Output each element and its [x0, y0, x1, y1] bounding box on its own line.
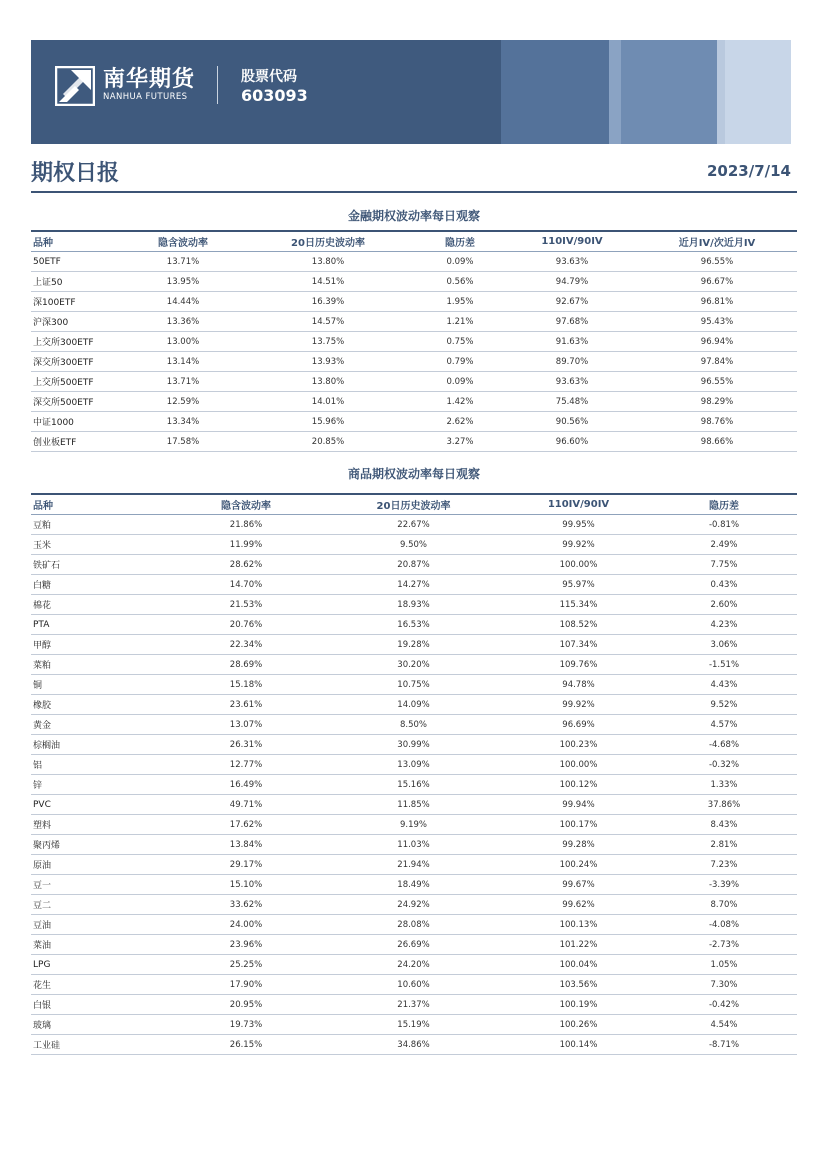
value-cell: 7.23%: [651, 855, 797, 875]
value-cell: 100.24%: [506, 855, 651, 875]
value-cell: 17.62%: [171, 815, 321, 835]
table-row: [31, 795, 797, 815]
value-cell: 14.44%: [123, 292, 243, 312]
value-cell: 15.16%: [321, 775, 506, 795]
banner-stripe: [609, 40, 621, 144]
table-row: [31, 535, 797, 555]
value-cell: 96.55%: [637, 252, 797, 272]
banner-stripe: [717, 40, 725, 144]
report-title: 期权日报: [31, 161, 120, 186]
value-cell: 4.23%: [651, 615, 797, 635]
instrument-name-cell: 棉花: [31, 595, 171, 615]
value-cell: 19.73%: [171, 1015, 321, 1035]
value-cell: 14.09%: [321, 695, 506, 715]
table-row: [31, 895, 797, 915]
instrument-name-cell: 上证50: [31, 272, 123, 292]
value-cell: 8.50%: [321, 715, 506, 735]
value-cell: 21.86%: [171, 515, 321, 535]
instrument-name-cell: 上交所300ETF: [31, 332, 123, 352]
table-row: [31, 875, 797, 895]
value-cell: 98.66%: [637, 432, 797, 452]
table-row: [31, 352, 797, 372]
value-cell: 16.49%: [171, 775, 321, 795]
value-cell: 20.95%: [171, 995, 321, 1015]
value-cell: 28.62%: [171, 555, 321, 575]
instrument-name-cell: 白银: [31, 995, 171, 1015]
table-row: [31, 675, 797, 695]
value-cell: 8.43%: [651, 815, 797, 835]
value-cell: 14.01%: [243, 392, 413, 412]
instrument-name-cell: PTA: [31, 615, 171, 635]
table-row: [31, 272, 797, 292]
value-cell: 16.39%: [243, 292, 413, 312]
table-row: [31, 775, 797, 795]
instrument-name-cell: 豆二: [31, 895, 171, 915]
value-cell: 10.60%: [321, 975, 506, 995]
value-cell: 91.63%: [507, 332, 637, 352]
instrument-name-cell: 创业板ETF: [31, 432, 123, 452]
value-cell: 21.53%: [171, 595, 321, 615]
value-cell: 103.56%: [506, 975, 651, 995]
table-row: [31, 995, 797, 1015]
value-cell: 30.99%: [321, 735, 506, 755]
table-row: [31, 835, 797, 855]
value-cell: 13.07%: [171, 715, 321, 735]
column-header: 隐历差: [413, 231, 507, 252]
value-cell: 100.00%: [506, 555, 651, 575]
instrument-name-cell: 甲醇: [31, 635, 171, 655]
instrument-name-cell: 棕榈油: [31, 735, 171, 755]
value-cell: 13.71%: [123, 252, 243, 272]
value-cell: -0.42%: [651, 995, 797, 1015]
column-header: 隐含波动率: [123, 231, 243, 252]
instrument-name-cell: 玉米: [31, 535, 171, 555]
value-cell: 14.51%: [243, 272, 413, 292]
value-cell: 100.04%: [506, 955, 651, 975]
instrument-name-cell: 塑料: [31, 815, 171, 835]
value-cell: 15.10%: [171, 875, 321, 895]
value-cell: 20.76%: [171, 615, 321, 635]
table-row: [31, 755, 797, 775]
value-cell: 33.62%: [171, 895, 321, 915]
header-banner: [31, 40, 791, 144]
value-cell: 93.63%: [507, 372, 637, 392]
value-cell: 13.36%: [123, 312, 243, 332]
table-row: [31, 575, 797, 595]
value-cell: 17.90%: [171, 975, 321, 995]
value-cell: 99.92%: [506, 535, 651, 555]
value-cell: 12.59%: [123, 392, 243, 412]
instrument-name-cell: 铁矿石: [31, 555, 171, 575]
value-cell: 22.67%: [321, 515, 506, 535]
value-cell: 17.58%: [123, 432, 243, 452]
table-row: [31, 312, 797, 332]
banner-stripe: [501, 40, 609, 144]
instrument-name-cell: 豆粕: [31, 515, 171, 535]
value-cell: -3.39%: [651, 875, 797, 895]
value-cell: 2.60%: [651, 595, 797, 615]
value-cell: 2.49%: [651, 535, 797, 555]
value-cell: 9.52%: [651, 695, 797, 715]
value-cell: 0.43%: [651, 575, 797, 595]
value-cell: 7.75%: [651, 555, 797, 575]
value-cell: 96.60%: [507, 432, 637, 452]
value-cell: 25.25%: [171, 955, 321, 975]
value-cell: 11.03%: [321, 835, 506, 855]
value-cell: 100.00%: [506, 755, 651, 775]
column-header: 20日历史波动率: [321, 494, 506, 515]
instrument-name-cell: 铝: [31, 755, 171, 775]
instrument-name-cell: 深100ETF: [31, 292, 123, 312]
value-cell: 11.85%: [321, 795, 506, 815]
title-divider: [31, 191, 797, 193]
value-cell: 1.42%: [413, 392, 507, 412]
value-cell: 21.94%: [321, 855, 506, 875]
value-cell: 96.94%: [637, 332, 797, 352]
table-row: [31, 292, 797, 312]
value-cell: 100.19%: [506, 995, 651, 1015]
instrument-name-cell: 深交所300ETF: [31, 352, 123, 372]
column-header: 品种: [31, 231, 123, 252]
table-row: [31, 515, 797, 535]
table-row: [31, 655, 797, 675]
value-cell: 13.80%: [243, 372, 413, 392]
value-cell: 9.19%: [321, 815, 506, 835]
column-header: 110IV/90IV: [507, 231, 637, 252]
value-cell: 19.28%: [321, 635, 506, 655]
value-cell: 100.12%: [506, 775, 651, 795]
value-cell: 20.85%: [243, 432, 413, 452]
instrument-name-cell: 黄金: [31, 715, 171, 735]
value-cell: 100.13%: [506, 915, 651, 935]
instrument-name-cell: PVC: [31, 795, 171, 815]
value-cell: 8.70%: [651, 895, 797, 915]
value-cell: 0.75%: [413, 332, 507, 352]
instrument-name-cell: 聚丙烯: [31, 835, 171, 855]
value-cell: 95.43%: [637, 312, 797, 332]
value-cell: 75.48%: [507, 392, 637, 412]
value-cell: 99.28%: [506, 835, 651, 855]
value-cell: 97.68%: [507, 312, 637, 332]
company-name-cn: 南华期货: [103, 67, 196, 92]
value-cell: 109.76%: [506, 655, 651, 675]
value-cell: 13.00%: [123, 332, 243, 352]
column-header: 近月IV/次近月IV: [637, 231, 797, 252]
value-cell: 107.34%: [506, 635, 651, 655]
instrument-name-cell: 菜粕: [31, 655, 171, 675]
value-cell: 4.43%: [651, 675, 797, 695]
table-row: [31, 332, 797, 352]
value-cell: 1.21%: [413, 312, 507, 332]
banner-stripe: [621, 40, 717, 144]
value-cell: -1.51%: [651, 655, 797, 675]
table-row: [31, 412, 797, 432]
value-cell: -4.08%: [651, 915, 797, 935]
stock-code-value: 603093: [241, 86, 308, 105]
column-header: 隐历差: [651, 494, 797, 515]
table-row: [31, 815, 797, 835]
value-cell: 3.27%: [413, 432, 507, 452]
column-header: 20日历史波动率: [243, 231, 413, 252]
table-row: [31, 1015, 797, 1035]
financial-volatility-table: [31, 230, 797, 452]
value-cell: 23.61%: [171, 695, 321, 715]
value-cell: 15.19%: [321, 1015, 506, 1035]
value-cell: 10.75%: [321, 675, 506, 695]
value-cell: 100.17%: [506, 815, 651, 835]
value-cell: -0.81%: [651, 515, 797, 535]
report-date: 2023/7/14: [706, 162, 791, 180]
value-cell: 0.79%: [413, 352, 507, 372]
value-cell: 99.92%: [506, 695, 651, 715]
value-cell: 95.97%: [506, 575, 651, 595]
table-row: [31, 372, 797, 392]
instrument-name-cell: 原油: [31, 855, 171, 875]
value-cell: 93.63%: [507, 252, 637, 272]
value-cell: 89.70%: [507, 352, 637, 372]
instrument-name-cell: 白糖: [31, 575, 171, 595]
value-cell: 96.55%: [637, 372, 797, 392]
value-cell: 22.34%: [171, 635, 321, 655]
instrument-name-cell: 橡胶: [31, 695, 171, 715]
value-cell: 1.95%: [413, 292, 507, 312]
table-row: [31, 855, 797, 875]
table-row: [31, 975, 797, 995]
value-cell: 26.15%: [171, 1035, 321, 1055]
value-cell: 28.08%: [321, 915, 506, 935]
value-cell: 13.34%: [123, 412, 243, 432]
instrument-name-cell: 豆油: [31, 915, 171, 935]
column-header: 隐含波动率: [171, 494, 321, 515]
value-cell: 94.78%: [506, 675, 651, 695]
value-cell: 98.76%: [637, 412, 797, 432]
stock-code-label: 股票代码: [241, 69, 297, 85]
instrument-name-cell: 花生: [31, 975, 171, 995]
table-row: [31, 715, 797, 735]
value-cell: 1.33%: [651, 775, 797, 795]
value-cell: 100.23%: [506, 735, 651, 755]
instrument-name-cell: 菜油: [31, 935, 171, 955]
value-cell: 13.75%: [243, 332, 413, 352]
value-cell: 99.62%: [506, 895, 651, 915]
value-cell: 12.77%: [171, 755, 321, 775]
company-logo-icon: [55, 66, 95, 106]
value-cell: 115.34%: [506, 595, 651, 615]
value-cell: 96.69%: [506, 715, 651, 735]
value-cell: 3.06%: [651, 635, 797, 655]
table-row: [31, 735, 797, 755]
instrument-name-cell: 上交所500ETF: [31, 372, 123, 392]
value-cell: 99.94%: [506, 795, 651, 815]
value-cell: 2.81%: [651, 835, 797, 855]
banner-stripe: [725, 40, 791, 144]
value-cell: 18.93%: [321, 595, 506, 615]
table-row: [31, 555, 797, 575]
value-cell: 98.29%: [637, 392, 797, 412]
value-cell: 4.54%: [651, 1015, 797, 1035]
instrument-name-cell: 锌: [31, 775, 171, 795]
value-cell: 15.96%: [243, 412, 413, 432]
value-cell: 26.69%: [321, 935, 506, 955]
value-cell: 100.14%: [506, 1035, 651, 1055]
value-cell: 0.09%: [413, 372, 507, 392]
value-cell: -2.73%: [651, 935, 797, 955]
value-cell: 18.49%: [321, 875, 506, 895]
instrument-name-cell: 深交所500ETF: [31, 392, 123, 412]
value-cell: 28.69%: [171, 655, 321, 675]
value-cell: 29.17%: [171, 855, 321, 875]
value-cell: 37.86%: [651, 795, 797, 815]
value-cell: 94.79%: [507, 272, 637, 292]
value-cell: -0.32%: [651, 755, 797, 775]
value-cell: 2.62%: [413, 412, 507, 432]
value-cell: 13.95%: [123, 272, 243, 292]
value-cell: 13.09%: [321, 755, 506, 775]
value-cell: 49.71%: [171, 795, 321, 815]
financial-section-title: 金融期权波动率每日观察: [347, 209, 480, 223]
value-cell: 0.56%: [413, 272, 507, 292]
value-cell: 108.52%: [506, 615, 651, 635]
table-row: [31, 615, 797, 635]
value-cell: 13.80%: [243, 252, 413, 272]
value-cell: 97.84%: [637, 352, 797, 372]
value-cell: 21.37%: [321, 995, 506, 1015]
value-cell: 90.56%: [507, 412, 637, 432]
value-cell: 92.67%: [507, 292, 637, 312]
value-cell: 96.67%: [637, 272, 797, 292]
value-cell: 24.92%: [321, 895, 506, 915]
value-cell: 101.22%: [506, 935, 651, 955]
table-row: [31, 252, 797, 272]
column-header: 110IV/90IV: [506, 494, 651, 515]
value-cell: 14.57%: [243, 312, 413, 332]
value-cell: 14.70%: [171, 575, 321, 595]
commodity-volatility-table: [31, 493, 797, 1055]
instrument-name-cell: 50ETF: [31, 252, 123, 272]
value-cell: 34.86%: [321, 1035, 506, 1055]
value-cell: 0.09%: [413, 252, 507, 272]
instrument-name-cell: 工业硅: [31, 1035, 171, 1055]
instrument-name-cell: 铜: [31, 675, 171, 695]
table-row: [31, 635, 797, 655]
value-cell: 4.57%: [651, 715, 797, 735]
value-cell: 7.30%: [651, 975, 797, 995]
instrument-name-cell: 中证1000: [31, 412, 123, 432]
value-cell: 23.96%: [171, 935, 321, 955]
table-row: [31, 392, 797, 412]
value-cell: 99.67%: [506, 875, 651, 895]
value-cell: 15.18%: [171, 675, 321, 695]
commodity-section-title: 商品期权波动率每日观察: [347, 467, 480, 481]
value-cell: 24.00%: [171, 915, 321, 935]
value-cell: 1.05%: [651, 955, 797, 975]
table-row: [31, 935, 797, 955]
column-header: 品种: [31, 494, 171, 515]
value-cell: 99.95%: [506, 515, 651, 535]
value-cell: 96.81%: [637, 292, 797, 312]
value-cell: 100.26%: [506, 1015, 651, 1035]
table-row: [31, 1035, 797, 1055]
value-cell: 16.53%: [321, 615, 506, 635]
value-cell: 24.20%: [321, 955, 506, 975]
report-title-row: [31, 152, 791, 192]
value-cell: 13.71%: [123, 372, 243, 392]
table-row: [31, 695, 797, 715]
value-cell: 30.20%: [321, 655, 506, 675]
instrument-name-cell: 玻璃: [31, 1015, 171, 1035]
value-cell: 13.93%: [243, 352, 413, 372]
instrument-name-cell: LPG: [31, 955, 171, 975]
value-cell: 9.50%: [321, 535, 506, 555]
table-row: [31, 955, 797, 975]
table-row: [31, 432, 797, 452]
instrument-name-cell: 沪深300: [31, 312, 123, 332]
table-row: [31, 915, 797, 935]
value-cell: -8.71%: [651, 1035, 797, 1055]
header-divider: [217, 66, 218, 104]
value-cell: 26.31%: [171, 735, 321, 755]
value-cell: 11.99%: [171, 535, 321, 555]
table-row: [31, 595, 797, 615]
value-cell: -4.68%: [651, 735, 797, 755]
value-cell: 14.27%: [321, 575, 506, 595]
company-name-en: NANHUA FUTURES: [103, 92, 188, 102]
value-cell: 13.84%: [171, 835, 321, 855]
value-cell: 20.87%: [321, 555, 506, 575]
value-cell: 13.14%: [123, 352, 243, 372]
instrument-name-cell: 豆一: [31, 875, 171, 895]
